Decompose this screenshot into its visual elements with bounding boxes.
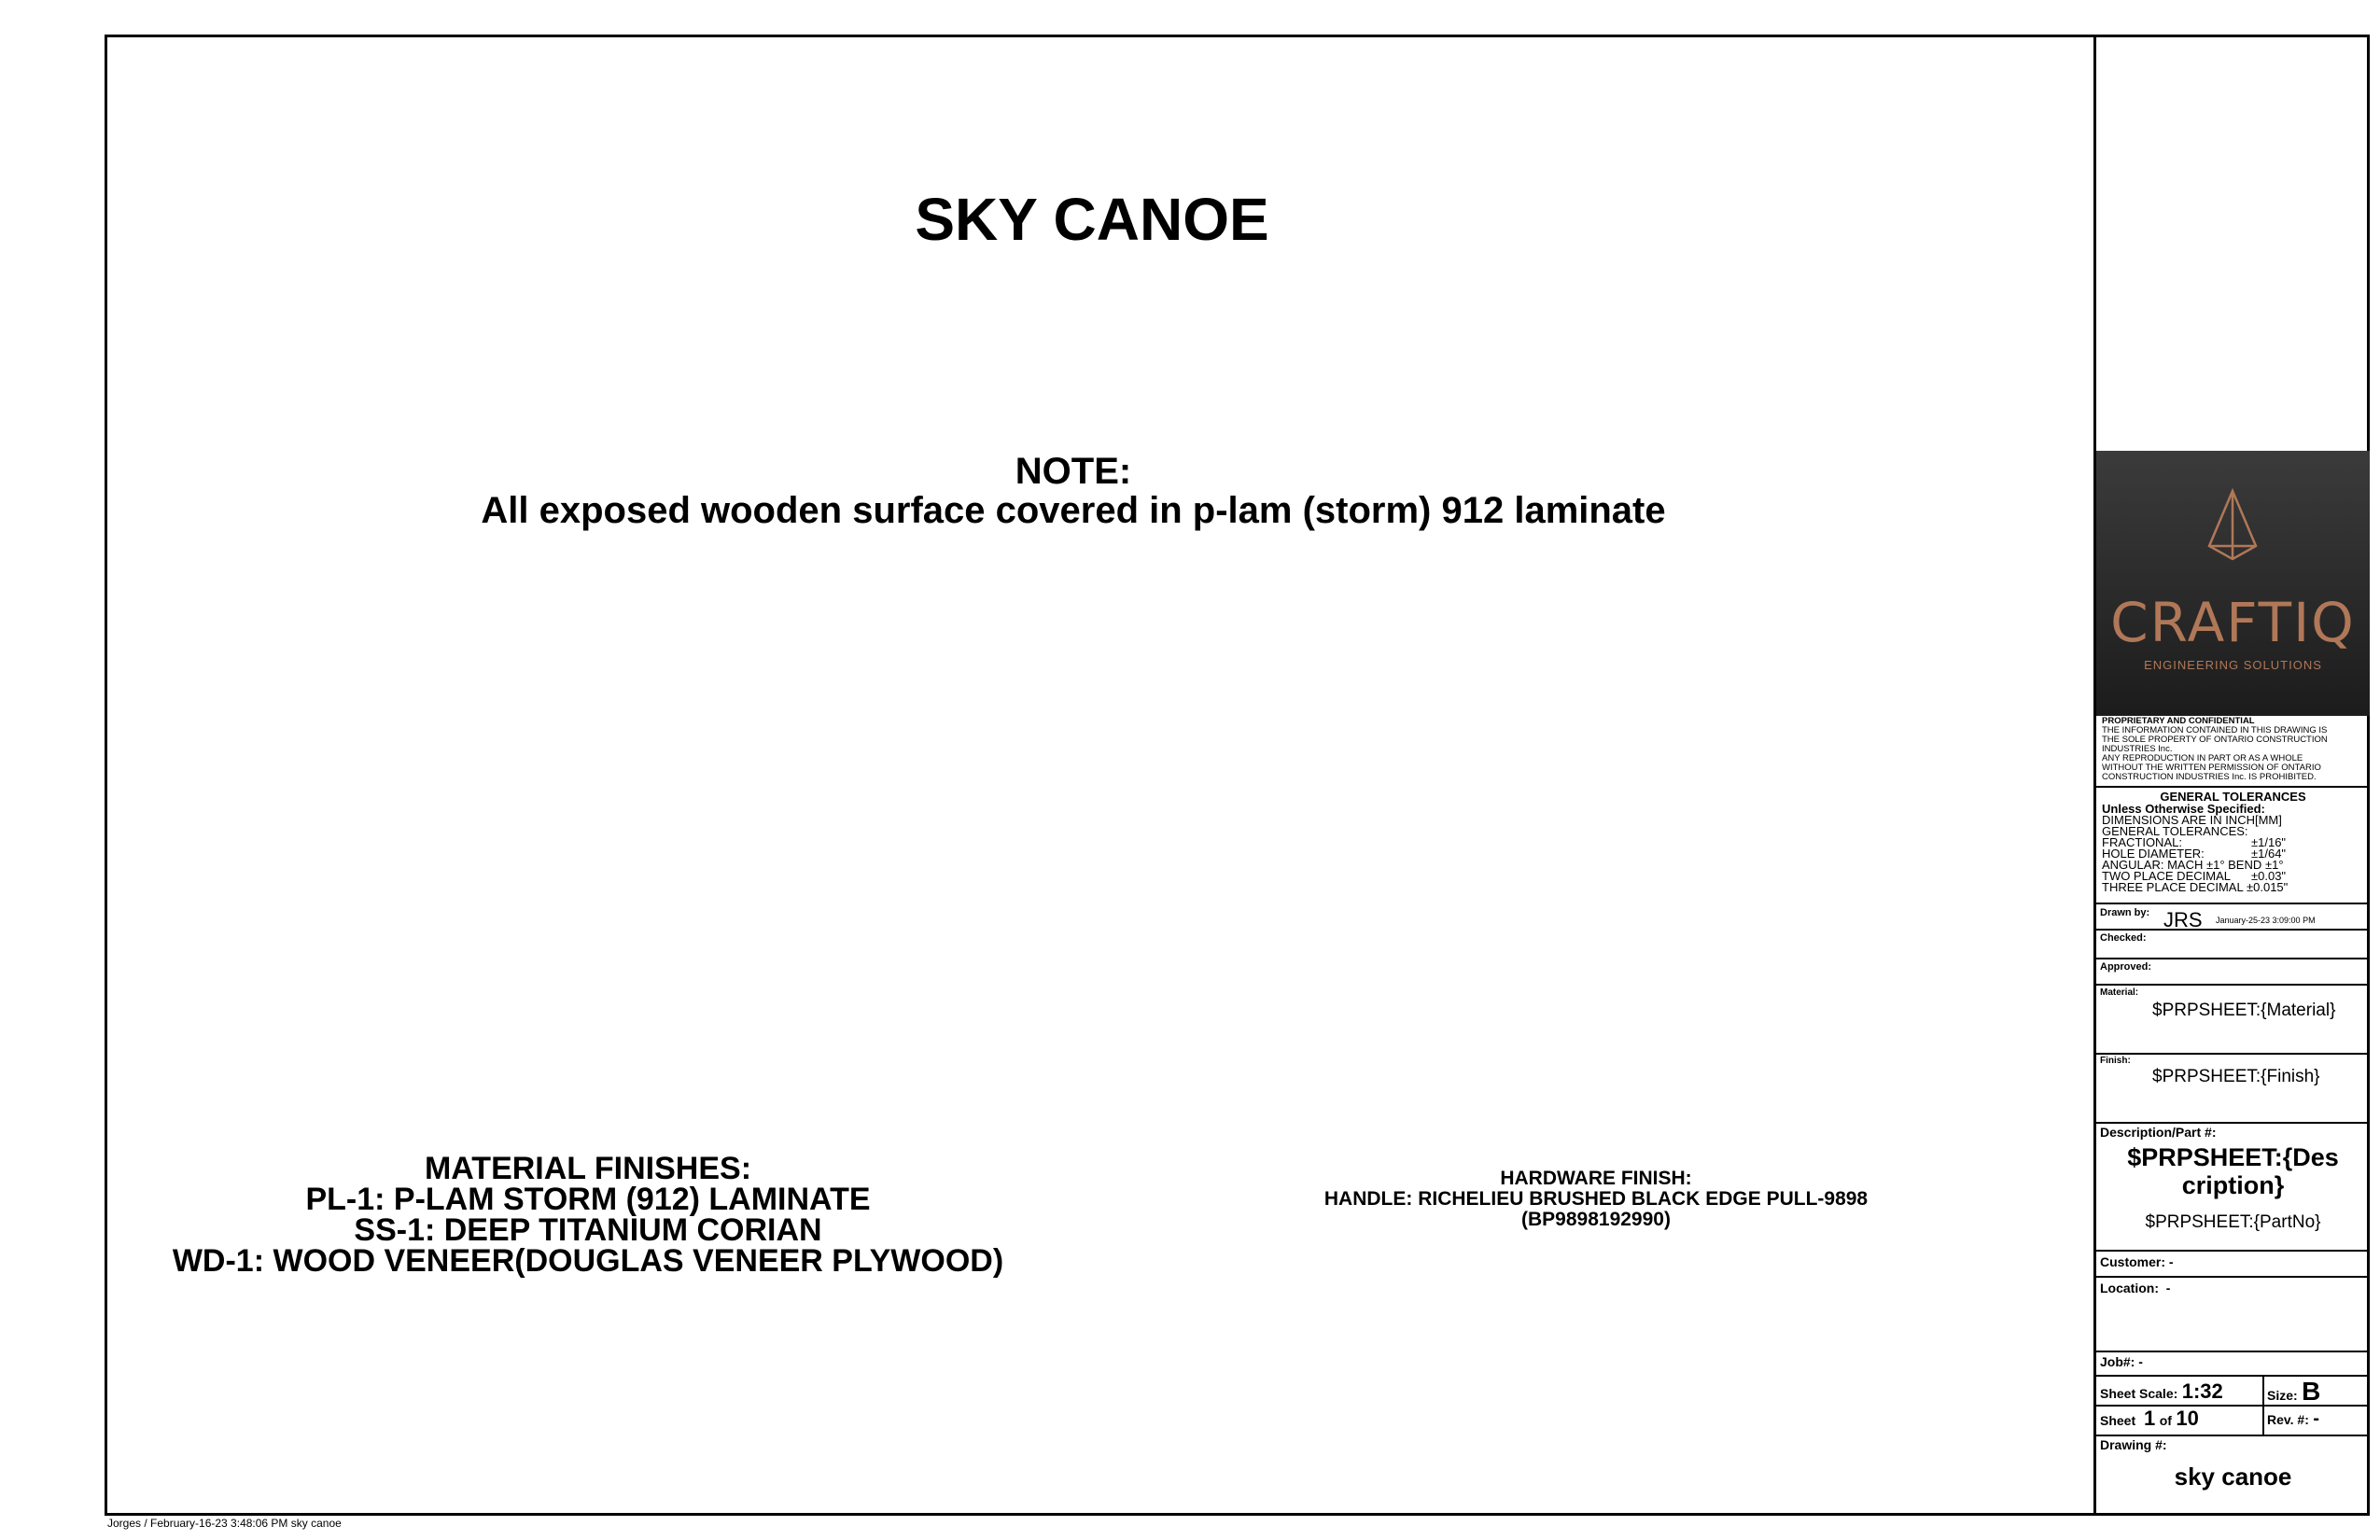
material-label: Material: [2100,987,2139,998]
customer-value: - [2168,1254,2174,1269]
hardware-finish-line: HANDLE: RICHELIEU BRUSHED BLACK EDGE PULL-9898 [1323,1188,1869,1210]
customer-field [2100,1254,2174,1269]
sheet-scale-field [2100,1379,2223,1404]
location-field [2100,1281,2170,1295]
tolerance-line: GENERAL TOLERANCES: [2102,824,2248,838]
tolerance-value: ±1° [2265,858,2284,872]
pyramid-icon [2205,488,2261,563]
job-field [2100,1354,2143,1369]
size-value: B [2302,1377,2321,1406]
sheet-scale-value: 1:32 [2181,1379,2223,1403]
location-label: Location: [2100,1281,2159,1295]
sheet-label: Sheet [2100,1413,2136,1428]
drawn-by-label: Drawn by: [2100,907,2150,918]
tolerance-value: ±0.015" [2247,880,2289,894]
description-line: cription} [2181,1171,2285,1199]
hardware-finish-line: (BP9898192990) [1521,1209,1671,1230]
sheet-number: 1 [2144,1407,2156,1430]
rev-label: Rev. #: [2267,1412,2309,1427]
drawn-by-date: January-25-23 3:09:00 PM [2216,916,2316,925]
description-label: Description/Part #: [2100,1125,2217,1140]
tolerance-label: TWO PLACE DECIMAL [2102,869,2231,883]
material-finish-line: SS-1: DEEP TITANIUM CORIAN [354,1212,822,1248]
logo-subtitle: ENGINEERING SOLUTIONS [2144,658,2322,672]
plot-footer: Jorges / February-16-23 3:48:06 PM sky canoe [107,1517,342,1530]
proprietary-line: ANY REPRODUCTION IN PART OR AS A WHOLE [2102,753,2303,763]
checked-label: Checked: [2100,932,2147,944]
proprietary-line: INDUSTRIES Inc. [2102,744,2173,754]
divider [2096,958,2370,959]
job-label: Job#: [2100,1354,2135,1369]
tolerance-value: ±1/16" [2251,835,2287,849]
description-line: $PRPSHEET:{Des [2127,1143,2339,1171]
finish-value: $PRPSHEET:{Finish} [2152,1067,2320,1086]
job-value: - [2138,1354,2143,1369]
drawing-number-label: Drawing #: [2100,1437,2167,1452]
hardware-finish-heading: HARDWARE FINISH: [1500,1168,1692,1189]
divider [2096,1053,2370,1055]
divider [2096,1435,2370,1436]
sheet-of-label: of [2159,1413,2172,1428]
drawn-by-value: JRS [2163,908,2203,931]
logo-brand: CRAFTIQ [2110,591,2356,654]
approved-label: Approved: [2100,961,2151,973]
tolerance-label: FRACTIONAL: [2102,835,2182,849]
divider [2096,929,2370,931]
material-finish-line: WD-1: WOOD VENEER(DOUGLAS VENEER PLYWOOD) [172,1243,1004,1279]
sheet-number-field [2100,1407,2199,1431]
tolerances-heading: GENERAL TOLERANCES [2160,790,2306,804]
divider [2096,786,2370,788]
location-value: - [2165,1281,2171,1295]
divider [2096,1250,2370,1252]
customer-label: Customer: [2100,1254,2166,1269]
proprietary-line: CONSTRUCTION INDUSTRIES Inc. IS PROHIBITED. [2102,772,2317,782]
divider [2096,1122,2370,1124]
tolerance-value: ±1/64" [2251,847,2287,861]
size-field [2267,1377,2320,1407]
tolerance-line: DIMENSIONS ARE IN INCH[MM] [2102,813,2282,827]
description-value [2096,1143,2370,1199]
sheet-scale-label: Sheet Scale: [2100,1386,2178,1401]
tolerances-block [2102,804,2363,893]
divider [2096,1375,2370,1377]
tolerance-label: THREE PLACE DECIMAL [2102,880,2244,894]
tolerance-label: HOLE DIAMETER: [2102,847,2205,861]
divider [2096,1276,2370,1278]
finish-label: Finish: [2100,1056,2131,1066]
note-heading: NOTE: [1015,451,1132,492]
material-finishes-heading: MATERIAL FINISHES: [424,1151,752,1186]
drawing-number-value: sky canoe [2174,1463,2292,1491]
tolerance-value: ±0.03" [2251,869,2287,883]
revision-field [2267,1408,2319,1430]
proprietary-notice [2102,717,2368,782]
rev-value: - [2313,1408,2319,1429]
divider [2096,984,2370,986]
size-label: Size: [2267,1388,2298,1403]
divider [2096,1351,2370,1352]
drawing-title: SKY CANOE [915,186,1269,253]
proprietary-line: WITHOUT THE WRITTEN PERMISSION OF ONTARIO [2102,763,2321,773]
drawing-border [105,35,2370,1516]
proprietary-line: THE SOLE PROPERTY OF ONTARIO CONSTRUCTION [2102,735,2328,745]
proprietary-line: THE INFORMATION CONTAINED IN THIS DRAWING IS [2102,725,2328,735]
tolerances-subheading: Unless Otherwise Specified: [2102,802,2265,816]
divider [2096,903,2370,904]
company-logo [2096,451,2370,716]
part-number-value: $PRPSHEET:{PartNo} [2145,1212,2321,1232]
note-text: All exposed wooden surface covered in p-lam (storm) 912 laminate [481,490,1666,531]
sheet-total: 10 [2176,1407,2199,1430]
tolerance-label: ANGULAR: MACH ±1° BEND [2102,858,2262,872]
material-finish-line: PL-1: P-LAM STORM (912) LAMINATE [305,1182,871,1217]
material-value: $PRPSHEET:{Material} [2152,1001,2336,1020]
proprietary-heading: PROPRIETARY AND CONFIDENTIAL [2102,716,2255,726]
title-block [2093,35,2370,1516]
